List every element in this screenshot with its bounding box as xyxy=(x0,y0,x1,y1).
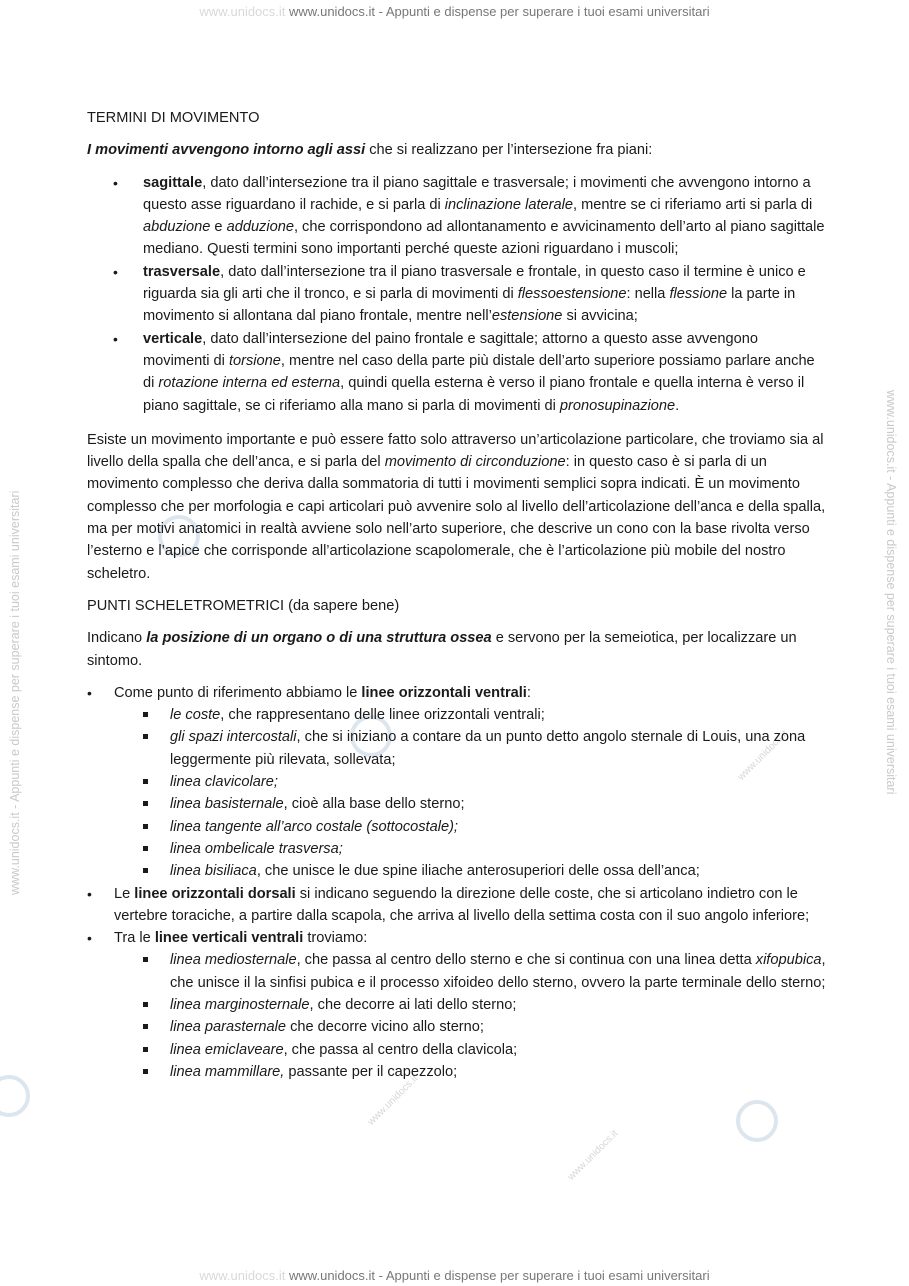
sublist-item xyxy=(114,726,827,771)
text: , che si iniziano a contare da un punto detto angolo sternale di Louis, una zona leggermente più rilevata, sollevata; xyxy=(170,729,806,768)
watermark-ghost-text: www.unidocs.it xyxy=(199,1268,286,1283)
axis-term: verticale xyxy=(143,330,203,347)
watermark-left: www.unidocs.it - Appunti e dispense per superare i tuoi esami universitari xyxy=(8,490,22,895)
list-item xyxy=(87,328,827,417)
italic-term: flessione xyxy=(669,286,728,303)
italic-term: le coste xyxy=(170,707,221,724)
italic-term: flessoestensione xyxy=(517,286,627,303)
axis-term: sagittale xyxy=(143,174,203,191)
italic-term: gli spazi intercostali xyxy=(170,729,297,746)
intro-text: che si realizzano per l’intersezione fra piani: xyxy=(365,142,653,159)
bold-term: linee verticali ventrali xyxy=(154,930,304,947)
italic-term: rotazione interna ed esterna xyxy=(158,375,341,392)
sublist-item xyxy=(114,860,827,882)
list-item xyxy=(87,682,827,883)
text: : nella xyxy=(626,286,670,303)
text: , quindi quella esterna è verso il piano frontale e quella interna è verso il piano sagittale, se ci riferiamo alla mano si parla di movimenti di xyxy=(143,375,805,414)
section-heading-movimento: TERMINI DI MOVIMENTO xyxy=(87,110,260,126)
text: , cioè alla base dello sterno; xyxy=(283,796,465,813)
sublist-item xyxy=(114,1061,827,1083)
text: troviamo: xyxy=(303,930,368,947)
text: Come punto di riferimento abbiamo le xyxy=(114,684,362,701)
list-item xyxy=(87,883,827,928)
italic-term: linea basisternale xyxy=(170,796,284,813)
italic-term: linea tangente all’arco costale (sottocostale); xyxy=(170,818,458,835)
italic-term: linea parasternale xyxy=(170,1019,287,1036)
watermark-ghost-text: www.unidocs.it xyxy=(199,4,286,19)
list-item xyxy=(87,927,827,1083)
bold-term: linee orizzontali dorsali xyxy=(134,885,296,902)
text: , mentre nel caso della parte più distale dell’arto superiore possiamo parlare anche di xyxy=(143,352,815,392)
italic-term: linea bisiliaca xyxy=(170,863,257,880)
sublist-item xyxy=(114,949,827,994)
watermark-header xyxy=(0,4,909,19)
watermark-footer xyxy=(0,1268,909,1283)
bold-term: linee orizzontali ventrali xyxy=(361,684,527,701)
italic-term: torsione xyxy=(228,352,281,369)
sublist-item xyxy=(114,1039,827,1061)
text: , dato dall’intersezione tra il piano sagittale e trasversale; i movimenti che avvengono intorno a questo asse riguardano il rachide, e si parla di xyxy=(143,174,811,213)
watermark-diagonal: www.unidocs.it xyxy=(365,1073,421,1128)
text: , che corrispondono ad allontanamento e avvicinamento dell’arto al piano sagittale mediano. Questi termini sono importanti perché queste azioni riguardano i muscoli; xyxy=(143,219,825,258)
text: , che passa al centro della clavicola; xyxy=(283,1041,518,1058)
circonduzione-paragraph xyxy=(87,429,827,585)
italic-term: abduzione xyxy=(143,219,211,236)
sublist-item xyxy=(114,771,827,793)
sublist-item xyxy=(114,1016,827,1038)
text: , che unisce le due spine iliache anterosuperiori delle ossa dell’anca; xyxy=(256,863,700,880)
italic-term: linea mammillare, xyxy=(170,1063,285,1080)
list-item xyxy=(87,261,827,328)
watermark-diagonal: www.unidocs.it xyxy=(565,1128,621,1183)
italic-term: linea mediosternale xyxy=(170,952,297,969)
text: si indicano seguendo la direzione delle coste, che si articolano indietro con le vertebre toraciche, a partire dalla scapola, che arriva al livello della settima costa con il suo angolo inferiore; xyxy=(114,885,810,924)
vertical-sublist xyxy=(114,949,827,1083)
axis-term: trasversale xyxy=(143,263,221,280)
intro-emphasis: I movimenti avvengono intorno agli assi xyxy=(87,142,366,159)
text: : xyxy=(526,684,531,701)
watermark-diagonal: www.unidocs.it xyxy=(735,728,791,783)
unidocs-logo-icon xyxy=(0,1075,30,1117)
text: , dato dall’intersezione tra il piano trasversale e frontale, in questo caso il termine è unico e riguarda sia gli arti che il tronco, e si parla di movimenti di xyxy=(143,263,806,303)
text: , che passa al centro dello sterno e che si continua con una linea detta xyxy=(296,952,756,969)
text: : in questo caso è si parla di un movimento complesso che deriva dalla sommatoria di tutti i movimenti semplici sopra indicati. È un movimento complesso che per morfologia e capi articolari può avvenire solo al livello dell’articolazione dell’anca e della spalla, ma per motivi anatomici in realtà avviene solo nell’arto superiore, che descrive un cono con la base rivolta verso l’esterno e l’apice che corrisponde all’articolazione scapolomerale, che è l’articolazione più mobile del nostro scheletro. xyxy=(87,454,826,582)
watermark-tagline: www.unidocs.it - Appunti e dispense per superare i tuoi esami universitari xyxy=(289,1268,710,1283)
unidocs-logo-icon xyxy=(736,1100,778,1142)
sublist-item xyxy=(114,704,827,726)
italic-term: linea marginosternale xyxy=(170,996,310,1013)
italic-term: adduzione xyxy=(226,219,294,236)
document-body xyxy=(87,107,827,1095)
text: la parte in movimento si allontana dal piano frontale, mentre nell’ xyxy=(143,286,796,325)
text: che decorre vicino allo sterno; xyxy=(286,1019,484,1036)
text: Esiste un movimento importante e può essere fatto solo attraverso un’articolazione particolare, che troviamo sia al livello della spalla che dell’anca, e si parla del xyxy=(87,431,824,471)
text: , dato dall’intersezione del paino frontale e sagittale; attorno a questo asse avvengono movimenti di xyxy=(143,330,758,369)
italic-term: pronosupinazione xyxy=(559,397,676,414)
italic-term: linea emiclaveare xyxy=(170,1041,284,1058)
italic-term: movimento di circonduzione xyxy=(384,454,566,471)
indicano-paragraph xyxy=(87,627,827,672)
text: si avvicina; xyxy=(562,308,638,325)
text: e servono per la semeiotica, per localizzare un sintomo. xyxy=(87,630,797,669)
watermark-tagline: www.unidocs.it - Appunti e dispense per superare i tuoi esami universitari xyxy=(289,4,710,19)
sublist-item xyxy=(114,816,827,838)
italic-term: linea ombelicale trasversa; xyxy=(170,840,343,857)
intro-paragraph xyxy=(87,139,827,161)
italic-term: xifopubica xyxy=(755,952,822,969)
ventral-sublist xyxy=(114,704,827,882)
text: , mentre se ci riferiamo arti si parla di xyxy=(572,196,813,213)
section-heading-scheletrometrici: PUNTI SCHELETROMETRICI (da sapere bene) xyxy=(87,597,400,614)
text: Le xyxy=(114,885,135,902)
text: Indicano xyxy=(87,630,147,647)
text: , che decorre ai lati dello sterno; xyxy=(309,996,517,1013)
text: Tra le xyxy=(114,930,155,947)
text: , che unisce il la sinfisi pubica e il processo xifoideo dello sterno, ovvero la parte terminale dello sterno; xyxy=(170,952,826,991)
italic-term: inclinazione laterale xyxy=(444,196,573,213)
bold-italic-term: la posizione di un organo o di una struttura ossea xyxy=(146,630,492,647)
sublist-item xyxy=(114,838,827,860)
sublist-item xyxy=(114,793,827,815)
axes-list xyxy=(87,172,827,417)
text: . xyxy=(675,397,680,414)
text: e xyxy=(210,219,227,236)
italic-term: estensione xyxy=(491,308,563,325)
text: , che rappresentano delle linee orizzontali ventrali; xyxy=(220,707,545,724)
list-item xyxy=(87,172,827,261)
italic-term: linea clavicolare; xyxy=(170,774,278,791)
watermark-right: www.unidocs.it - Appunti e dispense per superare i tuoi esami universitari xyxy=(884,390,898,795)
points-list xyxy=(87,682,827,1083)
text: passante per il capezzolo; xyxy=(284,1063,458,1080)
sublist-item xyxy=(114,994,827,1016)
